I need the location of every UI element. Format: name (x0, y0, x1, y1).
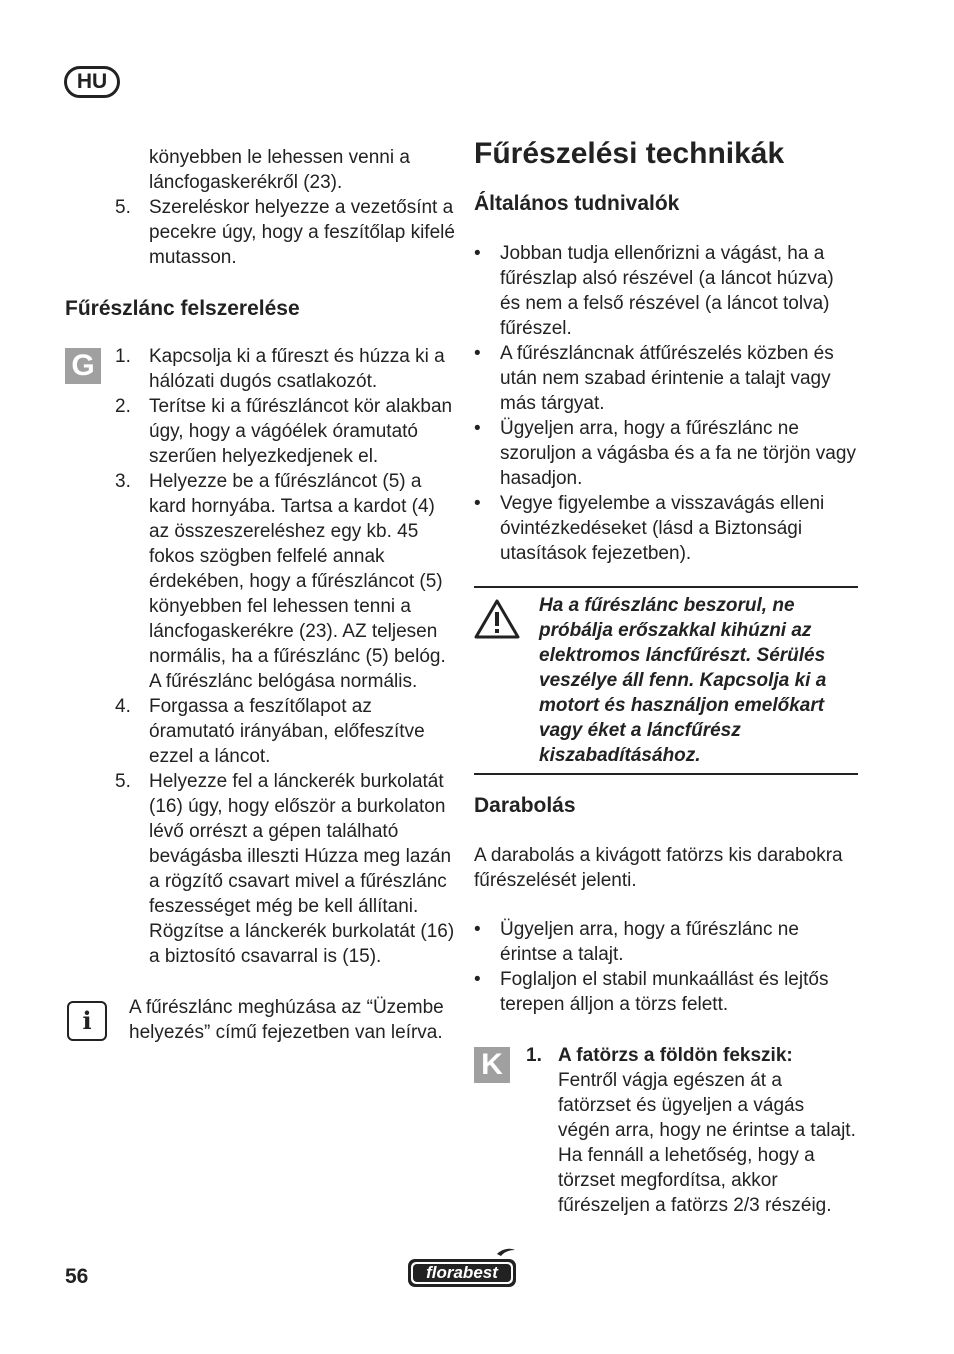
list-item (474, 241, 858, 341)
bullet-text: Foglaljon el stabil munkaállást és lejtős terepen álljon a törzs felett. (500, 969, 829, 1015)
list-item (65, 694, 455, 769)
list-item (474, 917, 858, 967)
step-number: 3. (115, 471, 131, 492)
step-number: 1. (115, 346, 131, 367)
warning-box (474, 586, 858, 775)
bullet-text: Ügyeljen arra, hogy a fűrészlánc ne érintse a talajt. (500, 919, 799, 965)
info-note: A fűrészlánc meghúzása az “Üzembe helyezés” című fejezetben van leírva. (129, 997, 444, 1043)
step1-text: Fentről vágja egészen át a fatörzset és ügyeljen a vágás végén arra, hogy ne érintse a talajt. Ha fennáll a lehetőség, hogy a törzset megfordítsa, akkor fűrészeljen a fatörzs 2/3 részéig. (558, 1070, 856, 1216)
bullet-text: Ügyeljen arra, hogy a fűrészlánc ne szoruljon a vágásba és a fa ne törjön vagy hasadjon. (500, 418, 856, 489)
right-column (474, 135, 858, 1218)
step-text: Terítse ki a fűrészláncot kör alakban úgy, hogy a vágóélek óramutató szerűen helyezkedjenek el. (149, 396, 453, 467)
list-item (474, 491, 858, 566)
brand-logo-text: florabest (426, 1263, 498, 1282)
step-text: Szereléskor helyezze a vezetősínt a pecekre úgy, hogy a feszítőlap kifelé mutasson. (149, 197, 455, 268)
step-text: Helyezze be a fűrészláncot (5) a kard hornyába. Tartsa a kardot (4) az összeszereléshez egy kb. 45 fokos szögben felfelé annak érdekében, hogy a fűrészláncot (5) könyebben fel lehessen tenni a láncfogaskerékre (23). AZ teljesen normális, ha a fűrészlánc (5) belóg. A fűrészlánc belógása normális. (149, 471, 446, 692)
bullet: • (474, 343, 481, 364)
step-number: 5. (115, 771, 131, 792)
list-item (474, 416, 858, 491)
left-column (65, 145, 455, 1045)
page-title: Fűrészelési technikák (474, 137, 785, 170)
chain-install-steps (65, 344, 455, 919)
step-number: 4. (115, 696, 131, 717)
brand-logo (405, 1246, 519, 1290)
list-item (65, 769, 455, 919)
step-text: Kapcsolja ki a fűreszt és húzza ki a hálózati dugós csatlakozót. (149, 346, 445, 392)
language-badge: HU (64, 66, 120, 98)
bullet: • (474, 969, 481, 990)
bullet: • (474, 243, 481, 264)
step1-heading: A fatörzs a földön fekszik: (558, 1045, 793, 1066)
step-number: 2. (115, 396, 131, 417)
step-text: Helyezze fel a lánckerék burkolatát (16) úgy, hogy először a burkolaton lévő orrészt a gépen található bevágásba illeszti Húzza meg lazán a rögzítő csavart mivel a fűrészlánc feszességet még be kell állítani. (149, 771, 452, 917)
step5-extra: Rögzítse a lánckerék burkolatát (16) a biztosító csavarral is (15). (149, 921, 455, 967)
list-item (65, 469, 455, 694)
list-item (474, 341, 858, 416)
step-text: Forgassa a feszítőlapot az óramutató irányában, előfeszítve ezzel a láncot. (149, 696, 425, 767)
figure-badge-k: K (474, 1047, 510, 1083)
page-number: 56 (65, 1265, 89, 1288)
step-number: 1. (526, 1045, 542, 1066)
list-item (65, 344, 455, 394)
list-item (65, 394, 455, 469)
bullet: • (474, 493, 481, 514)
intro-step-5 (65, 195, 455, 270)
warning-text: Ha a fűrészlánc beszorul, ne próbálja erőszakkal kihúzni az elektromos láncfűrészt. Sérülés veszélye áll fenn. Kapcsolja ki a motort és használjon emelőkart vagy éket a láncfűrész kiszabadításához. (539, 595, 827, 766)
intro-steps (65, 195, 455, 270)
cutting-intro: A darabolás a kivágott fatörzs kis darabokra fűrészelését jelenti. (474, 845, 843, 891)
section-title-chain-install: Fűrészlánc felszerelése (65, 297, 300, 320)
step-number: 5. (115, 197, 131, 218)
info-icon: i (67, 1001, 107, 1041)
figure-badge-g: G (65, 348, 101, 384)
section-title-cutting: Darabolás (474, 794, 576, 817)
bullet: • (474, 418, 481, 439)
warning-triangle-icon (474, 598, 520, 640)
bullet: • (474, 919, 481, 940)
general-bullets (474, 241, 858, 566)
intro-continuation: könyebben le lehessen venni a láncfogaskerékről (23). (149, 147, 410, 193)
bullet-text: Jobban tudja ellenőrizni a vágást, ha a fűrészlap alsó részével (a láncot húzva) és nem a felső részével (a láncot tolva) fűrészel. (500, 243, 834, 339)
list-item (474, 967, 858, 1017)
bullet-text: A fűrészláncnak átfűrészelés közben és után nem szabad érintenie a talajt vagy más tárgyat. (500, 343, 834, 414)
bullet-text: Vegye figyelembe a visszavágás elleni óvintézkedéseket (lásd a Biztonsági utasítások fejezetben). (500, 493, 825, 564)
section-title-general: Általános tudnivalók (474, 192, 680, 215)
cutting-bullets (474, 917, 858, 1017)
